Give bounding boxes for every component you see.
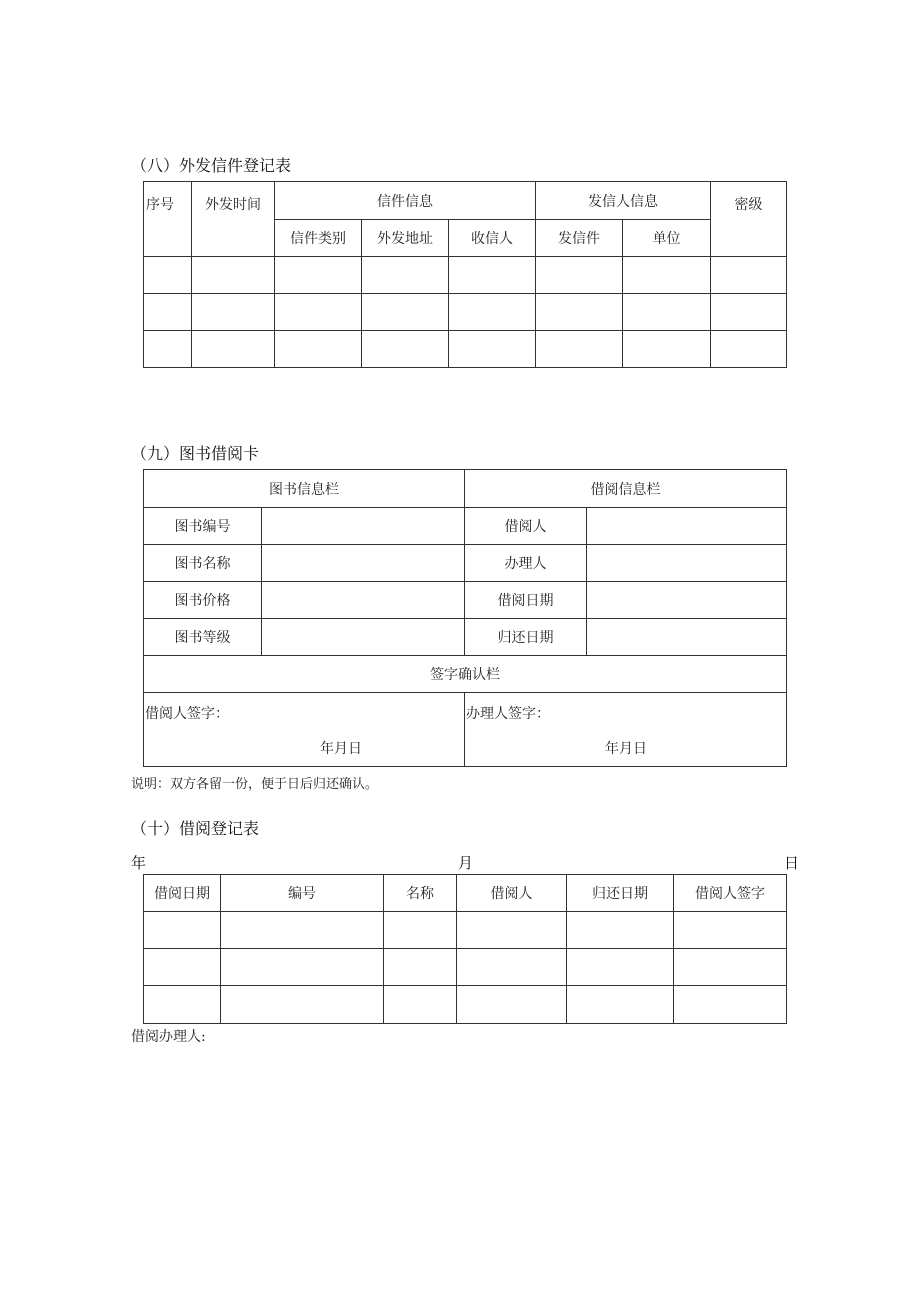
value-borrow-date[interactable] xyxy=(587,582,787,619)
table-cell[interactable] xyxy=(221,912,384,949)
borrower-signature-label: 借阅人签字： xyxy=(145,706,229,722)
label-book-grade: 图书等级 xyxy=(144,619,262,656)
table-cell[interactable] xyxy=(384,912,457,949)
section10-title: （十）借阅登记表 xyxy=(131,819,260,838)
handler-signature-cell[interactable] xyxy=(465,693,787,767)
value-book-price[interactable] xyxy=(262,582,465,619)
table-cell[interactable] xyxy=(567,949,674,986)
table-cell[interactable] xyxy=(275,257,362,294)
header-borrow-date: 借阅日期 xyxy=(144,875,221,912)
table-cell[interactable] xyxy=(144,949,221,986)
label-handler: 办理人 xyxy=(465,545,587,582)
table-cell[interactable] xyxy=(711,331,787,368)
table-cell[interactable] xyxy=(192,331,275,368)
register-date-line xyxy=(131,852,799,872)
table-row xyxy=(144,912,787,949)
value-return-date[interactable] xyxy=(587,619,787,656)
table-cell[interactable] xyxy=(674,949,787,986)
table-cell[interactable] xyxy=(623,257,711,294)
date-day-label: 日 xyxy=(783,854,799,872)
table-cell[interactable] xyxy=(536,331,623,368)
label-book-price: 图书价格 xyxy=(144,582,262,619)
book-info-header: 图书信息栏 xyxy=(144,470,465,508)
borrow-card-note: 说明：双方各留一份，便于日后归还确认。 xyxy=(131,777,379,792)
label-borrower: 借阅人 xyxy=(465,508,587,545)
date-year-label: 年 xyxy=(131,854,147,872)
table-cell[interactable] xyxy=(674,986,787,1024)
book-borrow-card xyxy=(143,469,787,767)
register-handler-label: 借阅办理人: xyxy=(131,1029,206,1045)
signature-header: 签字确认栏 xyxy=(144,656,787,693)
header-sender-info: 发信人信息 xyxy=(536,182,711,220)
header-secret-level: 密级 xyxy=(711,182,787,257)
header-seq: 序号 xyxy=(144,182,192,257)
table-cell[interactable] xyxy=(457,986,567,1024)
label-borrow-date: 借阅日期 xyxy=(465,582,587,619)
section8-title: （八）外发信件登记表 xyxy=(131,156,292,175)
table-row xyxy=(144,331,787,368)
value-book-name[interactable] xyxy=(262,545,465,582)
table-cell[interactable] xyxy=(536,294,623,331)
table-cell[interactable] xyxy=(623,294,711,331)
borrow-register-table xyxy=(143,874,787,1024)
table-row xyxy=(144,986,787,1024)
header-return-date: 归还日期 xyxy=(567,875,674,912)
table-cell[interactable] xyxy=(449,257,536,294)
header-letter-type: 信件类别 xyxy=(275,220,362,257)
table-cell[interactable] xyxy=(623,331,711,368)
label-book-name: 图书名称 xyxy=(144,545,262,582)
table-cell[interactable] xyxy=(384,949,457,986)
value-handler[interactable] xyxy=(587,545,787,582)
value-book-grade[interactable] xyxy=(262,619,465,656)
table-cell[interactable] xyxy=(275,331,362,368)
label-return-date: 归还日期 xyxy=(465,619,587,656)
section9-title: （九）图书借阅卡 xyxy=(131,444,260,463)
table-cell[interactable] xyxy=(144,912,221,949)
header-borrower-signature: 借阅人签字 xyxy=(674,875,787,912)
handler-signature-date: 年月日 xyxy=(605,741,647,757)
date-month-label: 月 xyxy=(458,854,474,872)
table-cell[interactable] xyxy=(449,331,536,368)
table-cell[interactable] xyxy=(192,294,275,331)
header-letter-info: 信件信息 xyxy=(275,182,536,220)
table-cell[interactable] xyxy=(674,912,787,949)
header-send-address: 外发地址 xyxy=(362,220,449,257)
header-unit: 单位 xyxy=(623,220,711,257)
header-recipient: 收信人 xyxy=(449,220,536,257)
table-cell[interactable] xyxy=(144,986,221,1024)
header-number: 编号 xyxy=(221,875,384,912)
value-book-number[interactable] xyxy=(262,508,465,545)
table-cell[interactable] xyxy=(711,294,787,331)
table-cell[interactable] xyxy=(362,331,449,368)
table-cell[interactable] xyxy=(457,912,567,949)
table-cell[interactable] xyxy=(144,294,192,331)
table-cell[interactable] xyxy=(567,912,674,949)
table-cell[interactable] xyxy=(457,949,567,986)
table-cell[interactable] xyxy=(221,949,384,986)
borrower-signature-date: 年月日 xyxy=(320,741,362,757)
borrower-signature-cell[interactable] xyxy=(144,693,465,767)
table-cell[interactable] xyxy=(449,294,536,331)
label-book-number: 图书编号 xyxy=(144,508,262,545)
header-sender: 发信件 xyxy=(536,220,623,257)
table-cell[interactable] xyxy=(221,986,384,1024)
table-cell[interactable] xyxy=(362,294,449,331)
table-row xyxy=(144,949,787,986)
table-row xyxy=(144,257,787,294)
table-cell[interactable] xyxy=(144,331,192,368)
header-send-time: 外发时间 xyxy=(192,182,275,257)
table-cell[interactable] xyxy=(536,257,623,294)
table-cell[interactable] xyxy=(362,257,449,294)
outgoing-letter-table xyxy=(143,181,787,368)
borrow-info-header: 借阅信息栏 xyxy=(465,470,787,508)
handler-signature-label: 办理人签字： xyxy=(466,706,550,722)
table-cell[interactable] xyxy=(275,294,362,331)
table-cell[interactable] xyxy=(384,986,457,1024)
table-cell[interactable] xyxy=(192,257,275,294)
table-cell[interactable] xyxy=(144,257,192,294)
table-cell[interactable] xyxy=(711,257,787,294)
table-row xyxy=(144,294,787,331)
header-name: 名称 xyxy=(384,875,457,912)
value-borrower[interactable] xyxy=(587,508,787,545)
table-cell[interactable] xyxy=(567,986,674,1024)
header-borrower: 借阅人 xyxy=(457,875,567,912)
